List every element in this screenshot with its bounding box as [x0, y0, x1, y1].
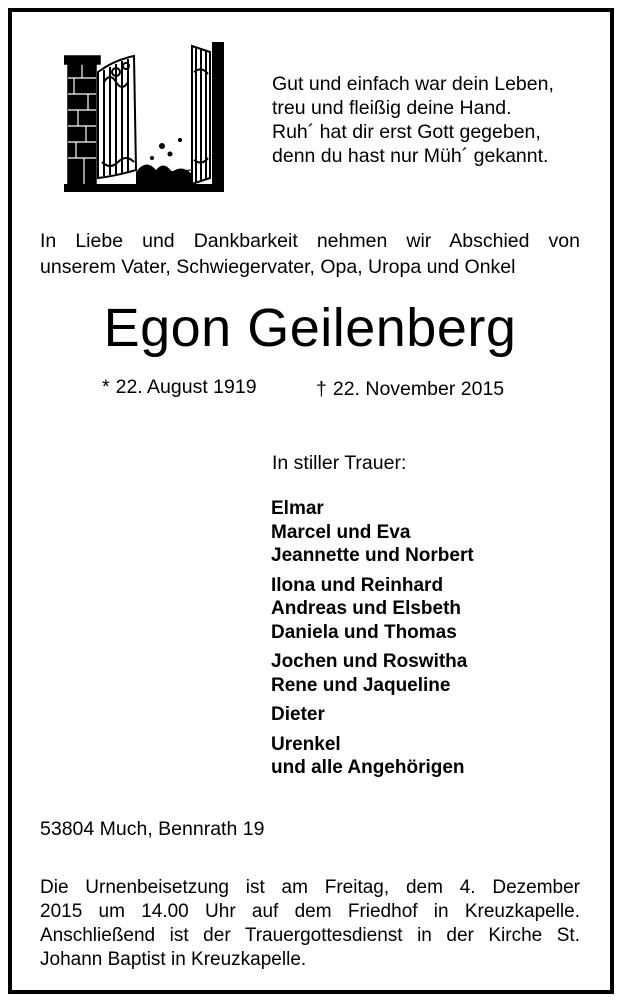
- poem-line: denn du hast nur Müh´ gekannt.: [272, 145, 549, 167]
- mourner-entry: Elmar: [271, 498, 324, 519]
- mourning-label: In stiller Trauer:: [272, 452, 407, 474]
- birth-date-value: 22. August 1919: [115, 376, 257, 398]
- funeral-line: Anschließend ist der Trauergottesdienst in der Kirche St.: [40, 925, 580, 946]
- mourner-entry: Rene und Jaqueline: [271, 674, 451, 696]
- intro-line: unserem Vater, Schwiegervater, Opa, Uropa und Onkel: [40, 256, 516, 278]
- birth-star-icon: *: [102, 376, 110, 398]
- mourner-entry: Marcel und Eva: [271, 521, 411, 543]
- mourner-entry: Urenkel: [271, 733, 341, 755]
- funeral-info: [40, 876, 580, 972]
- mourner-entry: Dieter: [271, 704, 325, 725]
- birth-date: [102, 376, 257, 399]
- mourner-entry: Jochen und Roswitha: [271, 651, 468, 672]
- death-cross-icon: †: [316, 378, 327, 400]
- mourner-group: [271, 497, 474, 568]
- mourners-list: [271, 497, 474, 786]
- funeral-line: Johann Baptist in Kreuzkapelle.: [40, 949, 307, 970]
- deceased-name: Egon Geilenberg: [103, 298, 517, 358]
- mourner-entry: Andreas und Elsbeth: [271, 598, 462, 619]
- family-address: 53804 Much, Bennrath 19: [40, 818, 265, 840]
- mourner-entry: und alle Angehörigen: [271, 757, 465, 778]
- memorial-poem: [272, 72, 554, 168]
- death-date: [316, 378, 504, 401]
- mourner-entry: Ilona und Reinhard: [271, 574, 444, 596]
- death-date-value: 22. November 2015: [332, 378, 505, 400]
- poem-line: Gut und einfach war dein Leben,: [272, 73, 554, 95]
- intro-line: In Liebe und Dankbarkeit nehmen wir Abschied von: [40, 230, 580, 252]
- farewell-intro: [40, 228, 580, 280]
- mourner-group: [271, 574, 474, 645]
- mourner-entry: Daniela und Thomas: [271, 621, 457, 643]
- mourner-group: [271, 733, 474, 780]
- open-cemetery-gate-icon: [64, 42, 224, 192]
- mourner-group: [271, 703, 474, 727]
- funeral-line: Die Urnenbeisetzung ist am Freitag, dem 4. Dezember: [40, 877, 580, 898]
- poem-line: treu und fleißig deine Hand.: [272, 97, 512, 119]
- mourner-entry: Jeannette und Norbert: [271, 545, 474, 566]
- poem-line: Ruh´ hat dir erst Gott gegeben,: [272, 121, 541, 143]
- funeral-line: 2015 um 14.00 Uhr auf dem Friedhof in Kreuzkapelle.: [40, 901, 580, 922]
- mourner-group: [271, 650, 474, 697]
